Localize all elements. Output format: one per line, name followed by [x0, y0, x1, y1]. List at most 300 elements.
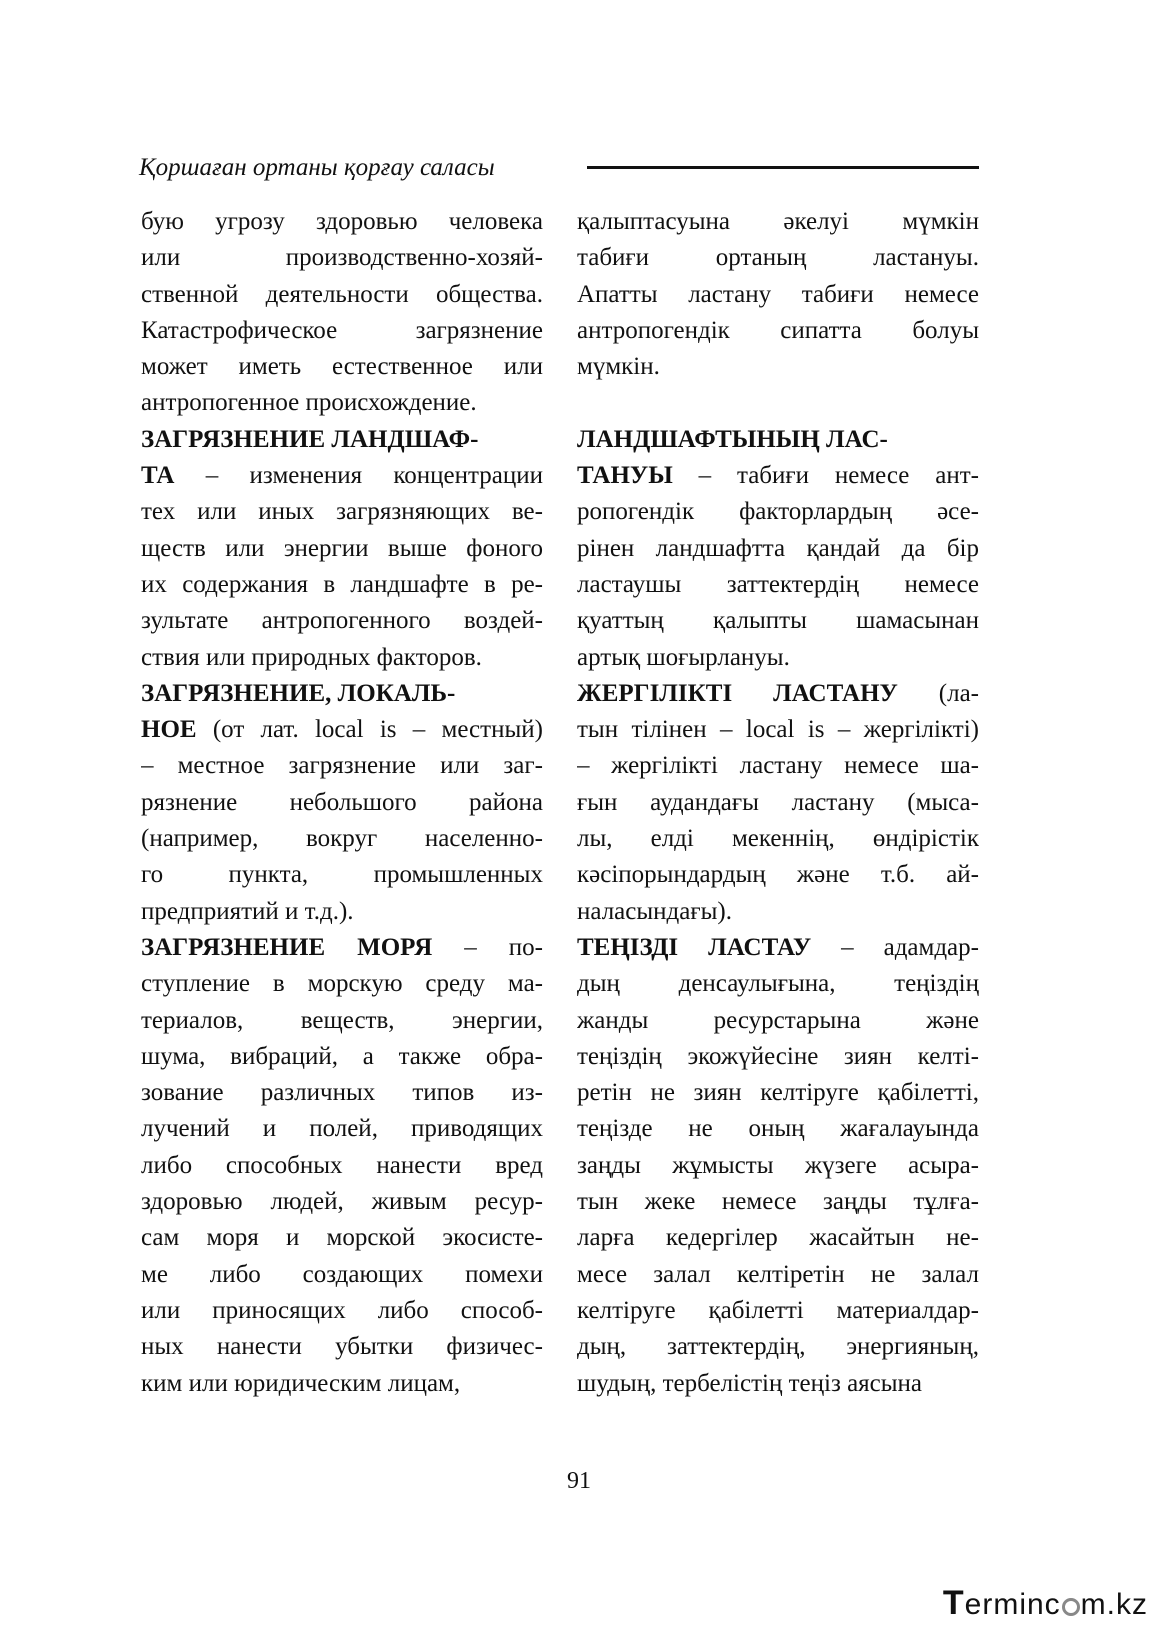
termincom-watermark-logo: [918, 1578, 1148, 1628]
body-word: ландшафтта: [655, 534, 786, 562]
body-word: не-: [946, 1224, 979, 1252]
body-word: өндірістік: [872, 825, 979, 853]
body-word: қандай: [806, 534, 881, 562]
body-word: изменения: [249, 462, 363, 490]
body-word: келтіретін: [736, 1260, 845, 1288]
text-line: [141, 1366, 543, 1402]
body-word: физичес-: [446, 1333, 543, 1361]
body-word: лы,: [577, 825, 613, 853]
body-word: –: [577, 752, 590, 780]
text-line: [577, 531, 979, 567]
text-line: [577, 277, 979, 313]
body-word: ластануы.: [873, 244, 979, 272]
header-rule: [587, 166, 979, 169]
body-word: способных: [225, 1151, 343, 1179]
body-word: промышленных: [373, 861, 543, 889]
body-word: табиғи: [577, 244, 650, 272]
body-word: ларға: [577, 1224, 635, 1252]
term-heading-word: МОРЯ: [357, 933, 433, 961]
body-word: живым: [371, 1188, 447, 1216]
term-heading-word: ЖЕРГІЛІКТІ: [577, 679, 733, 707]
text-line: [141, 422, 543, 458]
body-word: либо: [377, 1296, 429, 1324]
body-word: полей,: [309, 1115, 378, 1143]
body-text: наласындағы).: [577, 897, 732, 925]
body-word: жүзеге: [804, 1151, 877, 1179]
text-line: [577, 785, 979, 821]
text-line: [577, 1184, 979, 1220]
body-word: тын: [577, 716, 619, 744]
body-word: –: [698, 462, 712, 490]
body-word: ме: [141, 1260, 168, 1288]
body-word: тех: [141, 498, 176, 526]
text-line: [577, 676, 979, 712]
body-word: и: [262, 1115, 277, 1143]
body-word: –: [841, 933, 854, 961]
text-line: [141, 458, 543, 494]
text-line: [141, 1329, 543, 1365]
body-word: local: [314, 716, 364, 744]
body-word: және: [796, 861, 850, 889]
body-word: здоровью: [315, 208, 418, 235]
body-word: го: [141, 861, 164, 889]
body-word: –: [205, 462, 219, 490]
body-word: лучений: [141, 1115, 230, 1143]
text-line: [577, 1039, 979, 1075]
text-line: [577, 748, 979, 784]
text-line: [577, 1111, 979, 1147]
body-word: ант-: [935, 462, 979, 490]
body-word: бір: [946, 534, 979, 562]
text-line: [141, 531, 543, 567]
text-line: [141, 857, 543, 893]
body-word: нанести: [216, 1333, 302, 1361]
text-line: [141, 240, 543, 276]
body-word: ластаушы: [577, 570, 682, 598]
body-word: заг-: [503, 752, 543, 780]
body-word: зиян: [843, 1042, 893, 1070]
body-word: заңды: [822, 1188, 887, 1216]
text-line: [141, 313, 543, 349]
text-line: [141, 894, 543, 930]
body-word: ғын: [577, 788, 618, 816]
body-word: немесе: [844, 752, 919, 780]
body-word: пункта,: [228, 861, 309, 889]
body-word: может: [141, 353, 208, 381]
body-word: производственно-хозяй-: [285, 244, 543, 272]
text-line: [577, 422, 979, 458]
body-word: вред: [495, 1151, 543, 1179]
body-word: local: [745, 716, 795, 744]
body-word: жағалауында: [840, 1115, 979, 1143]
body-word: приносящих: [212, 1296, 346, 1324]
body-word: ландшафте: [350, 570, 469, 598]
body-word: адамдар-: [883, 933, 979, 961]
text-line: [141, 930, 543, 966]
body-word: т.б.: [880, 861, 916, 889]
term-heading-word: ТЕҢІЗДІ: [577, 933, 679, 961]
body-word: загрязнение: [415, 316, 543, 344]
body-word: нанести: [376, 1151, 462, 1179]
watermark-letter-t: T: [942, 1584, 965, 1622]
right-column: [577, 204, 979, 1402]
body-word: моря: [206, 1224, 259, 1252]
term-heading: ЗАГРЯЗНЕНИЕ ЛАНДШАФ-: [141, 425, 479, 453]
text-line: [141, 676, 543, 712]
body-word: ных: [141, 1333, 184, 1361]
body-word: по-: [508, 933, 543, 961]
body-word: или: [503, 353, 543, 381]
body-word: болуы: [912, 316, 979, 344]
body-word: фоного: [466, 534, 543, 562]
body-word: и: [285, 1224, 300, 1252]
body-word: залал: [653, 1260, 711, 1288]
body-word: деятельности: [265, 280, 409, 308]
body-word: (от: [212, 716, 245, 744]
body-word: дың: [577, 970, 620, 998]
text-line: [141, 785, 543, 821]
body-word: жеке: [644, 1188, 696, 1216]
body-word: рінен: [577, 534, 635, 562]
body-word: материалдар-: [836, 1296, 979, 1324]
body-word: убытки: [335, 1333, 414, 1361]
body-word: среду: [425, 970, 486, 998]
body-word: қабілетті: [708, 1296, 804, 1324]
body-text: ким или юридическим лицам,: [141, 1369, 461, 1397]
body-word: морскую: [307, 970, 403, 998]
text-line: [577, 1220, 979, 1256]
body-word: ве-: [511, 498, 543, 526]
body-word: немесе: [904, 280, 979, 308]
body-word: жанды: [577, 1006, 649, 1034]
body-word: различных: [260, 1079, 376, 1107]
text-line: [577, 494, 979, 530]
text-line: [577, 966, 979, 1002]
term-heading: ЗАГРЯЗНЕНИЕ, ЛОКАЛЬ-: [141, 679, 456, 707]
body-text: предприятий и т.д.).: [141, 897, 354, 925]
body-word: кәсіпорындардың: [577, 861, 766, 889]
body-word: (например,: [141, 825, 259, 853]
body-word: (ла-: [938, 679, 979, 707]
body-word: типов: [412, 1079, 475, 1107]
body-word: или: [197, 498, 237, 526]
body-word: ственной: [141, 280, 239, 308]
watermark-text-start: erminc: [964, 1588, 1061, 1621]
body-word: а: [362, 1042, 374, 1070]
body-word: тын: [577, 1188, 619, 1216]
body-text: артық шоғырлануы.: [577, 643, 790, 671]
body-word: келтіруге: [760, 1079, 859, 1107]
body-word: теңіздің: [894, 970, 979, 998]
body-word: энергии: [283, 534, 369, 562]
text-line: [577, 204, 979, 240]
text-line: [141, 821, 543, 857]
body-word: немесе: [721, 1188, 797, 1216]
running-header: [139, 150, 979, 186]
body-word: тұлға-: [913, 1188, 979, 1216]
body-word: ресурстарына: [713, 1006, 861, 1034]
body-word: денсаулығына,: [678, 970, 836, 998]
body-word: местный): [441, 716, 543, 744]
text-line: [141, 1184, 543, 1220]
body-word: –: [464, 933, 477, 961]
body-word: приводящих: [410, 1115, 543, 1143]
text-line: [577, 894, 979, 930]
text-line: [141, 204, 543, 240]
text-line: [577, 1293, 979, 1329]
body-word: теңізде: [577, 1115, 653, 1143]
body-word: сам: [141, 1224, 180, 1252]
body-word: ропогендік: [577, 498, 695, 526]
body-word: залал: [921, 1260, 979, 1288]
body-word: в: [323, 570, 336, 598]
body-word: вокруг: [306, 825, 378, 853]
body-word: загрязнение: [288, 752, 416, 780]
body-word: ретін: [577, 1079, 632, 1107]
body-word: способ-: [460, 1296, 543, 1324]
left-column: [141, 204, 543, 1402]
text-line: [577, 313, 979, 349]
body-word: не: [650, 1079, 675, 1107]
body-word: да: [901, 534, 926, 562]
body-word: –: [141, 752, 154, 780]
body-word: людей,: [270, 1188, 344, 1216]
body-word: факторлардың: [739, 498, 893, 526]
body-word: антропогендік: [577, 316, 730, 344]
body-word: ре-: [511, 570, 543, 598]
body-word: угрозу: [215, 208, 285, 235]
body-word: веществ,: [300, 1006, 395, 1034]
body-word: района: [469, 788, 543, 816]
term-heading: ЛАНДШАФТЫНЫҢ ЛАС-: [577, 425, 888, 453]
text-line: [141, 966, 543, 1002]
body-word: иных: [258, 498, 315, 526]
body-word: асыра-: [908, 1151, 979, 1179]
body-text: мүмкін.: [577, 353, 660, 381]
term-heading-word: НОЕ: [141, 716, 197, 744]
text-line: [141, 748, 543, 784]
body-word: либо: [141, 1151, 193, 1179]
body-word: мүмкін: [902, 208, 979, 235]
body-word: заңды: [577, 1151, 641, 1179]
text-line: [577, 640, 979, 676]
page-number: 91: [567, 1468, 591, 1494]
text-line: [577, 458, 979, 494]
text-line: [577, 1366, 979, 1402]
body-word: жасайтын: [809, 1224, 915, 1252]
body-word: обра-: [485, 1042, 543, 1070]
body-word: шамасынан: [856, 607, 979, 635]
watermark-o-circle-icon: [1062, 1598, 1080, 1616]
text-line: [577, 567, 979, 603]
body-word: бую: [141, 208, 184, 235]
body-word: энергияның,: [846, 1333, 979, 1361]
text-line: [577, 349, 979, 385]
body-text: ствия или природных факторов.: [141, 643, 482, 671]
body-word: небольшого: [289, 788, 417, 816]
body-word: Апатты: [577, 280, 658, 308]
text-line: [577, 930, 979, 966]
body-word: шума,: [141, 1042, 206, 1070]
body-word: не: [688, 1115, 713, 1143]
body-word: ществ: [141, 534, 206, 562]
body-word: антропогенного: [261, 607, 431, 635]
body-word: из-: [511, 1079, 543, 1107]
body-word: ластану: [739, 752, 823, 780]
body-word: келтіруге: [577, 1296, 676, 1324]
blank-line: [577, 385, 979, 421]
body-word: Катастрофическое: [141, 316, 338, 344]
term-heading-word: ЗАГРЯЗНЕНИЕ: [141, 933, 326, 961]
body-word: ластану: [791, 788, 875, 816]
body-word: выше: [387, 534, 447, 562]
text-line: [141, 567, 543, 603]
body-word: қалыптасуына: [577, 208, 730, 235]
body-word: месе: [577, 1260, 628, 1288]
term-heading-word: ЛАСТАУ: [708, 933, 812, 961]
body-word: или: [225, 534, 265, 562]
text-line: [141, 1220, 543, 1256]
body-word: экосисте-: [442, 1224, 543, 1252]
body-word: их: [141, 570, 167, 598]
body-word: заттектердің: [726, 570, 860, 598]
body-word: дың,: [577, 1333, 627, 1361]
body-word: табиғи: [801, 280, 874, 308]
body-word: және: [926, 1006, 979, 1034]
running-header-title: Қоршаған ортаны қорғау саласы: [139, 154, 495, 181]
body-word: ай-: [946, 861, 979, 889]
body-word: is: [379, 716, 397, 744]
body-word: лат.: [260, 716, 299, 744]
body-word: загрязняющих: [336, 498, 490, 526]
body-word: оның: [748, 1115, 805, 1143]
text-line: [141, 1039, 543, 1075]
body-word: создающих: [302, 1260, 424, 1288]
body-word: не: [870, 1260, 896, 1288]
text-line: [141, 1293, 543, 1329]
body-word: кедергілер: [665, 1224, 778, 1252]
body-word: териалов,: [141, 1006, 244, 1034]
body-word: экожүйесіне: [687, 1042, 819, 1070]
body-word: is: [807, 716, 825, 744]
body-word: жергілікті: [611, 752, 718, 780]
body-word: в: [272, 970, 285, 998]
body-word: иметь: [238, 353, 302, 381]
text-line: [141, 1111, 543, 1147]
body-word: немесе: [834, 462, 910, 490]
body-word: табиғи: [736, 462, 810, 490]
text-line: [141, 1075, 543, 1111]
text-line: [577, 1257, 979, 1293]
body-text: шудың, тербелістің теңіз аясына: [577, 1369, 923, 1397]
body-word: также: [398, 1042, 462, 1070]
body-word: морской: [326, 1224, 416, 1252]
body-word: здоровью: [141, 1188, 243, 1216]
body-word: или: [141, 244, 181, 272]
body-word: әкелуі: [783, 208, 849, 235]
text-line: [141, 1003, 543, 1039]
body-word: в: [483, 570, 496, 598]
body-word: әсе-: [937, 498, 979, 526]
body-word: помехи: [465, 1260, 543, 1288]
body-word: энергии,: [452, 1006, 543, 1034]
body-word: тілінен: [631, 716, 707, 744]
body-word: зование: [141, 1079, 224, 1107]
body-word: қабілетті,: [877, 1079, 979, 1107]
text-line: [141, 385, 543, 421]
text-line: [577, 1148, 979, 1184]
text-line: [141, 1148, 543, 1184]
body-word: зиян: [693, 1079, 742, 1107]
text-line: [141, 712, 543, 748]
body-word: –: [412, 716, 426, 744]
body-word: населенно-: [424, 825, 543, 853]
body-word: ма-: [507, 970, 543, 998]
text-line: [141, 349, 543, 385]
text-line: [141, 640, 543, 676]
text-line: [141, 494, 543, 530]
body-word: келті-: [917, 1042, 979, 1070]
body-word: қуаттың: [577, 607, 664, 635]
body-word: либо: [209, 1260, 261, 1288]
body-word: –: [720, 716, 733, 744]
body-word: ступление: [141, 970, 250, 998]
body-word: мекеннің,: [731, 825, 835, 853]
body-word: или: [440, 752, 480, 780]
text-line: [141, 1257, 543, 1293]
text-line: [577, 712, 979, 748]
body-word: теңіздің: [577, 1042, 662, 1070]
body-word: аудандағы: [650, 788, 759, 816]
term-heading-word: ТАНУЫ: [577, 462, 673, 490]
body-word: естественное: [331, 353, 473, 381]
body-word: ортаның: [715, 244, 807, 272]
body-word: вибраций,: [230, 1042, 339, 1070]
text-line: [577, 821, 979, 857]
body-word: воздей-: [463, 607, 543, 635]
body-word: жергілікті): [863, 716, 979, 744]
body-word: или: [141, 1296, 181, 1324]
body-word: ша-: [940, 752, 979, 780]
watermark-text-end: m.kz: [1080, 1588, 1148, 1621]
body-word: заттектердің,: [666, 1333, 806, 1361]
body-word: зультате: [141, 607, 229, 635]
body-word: концентрации: [393, 462, 543, 490]
text-line: [577, 603, 979, 639]
body-text: антропогенное происхождение.: [141, 389, 477, 417]
text-line: [141, 277, 543, 313]
body-word: жұмысты: [672, 1151, 774, 1179]
body-word: общества.: [435, 280, 543, 308]
text-line: [577, 240, 979, 276]
body-word: местное: [177, 752, 265, 780]
body-word: ластану: [688, 280, 772, 308]
body-word: елді: [650, 825, 694, 853]
body-word: ресур-: [474, 1188, 543, 1216]
body-word: человека: [448, 208, 543, 235]
text-line: [577, 1329, 979, 1365]
text-line: [577, 1003, 979, 1039]
body-word: содержания: [182, 570, 309, 598]
body-word: –: [837, 716, 851, 744]
text-line: [577, 857, 979, 893]
text-line: [141, 603, 543, 639]
body-word: немесе: [904, 570, 979, 598]
body-word: қалыпты: [713, 607, 807, 635]
term-heading-word: ТА: [141, 462, 175, 490]
text-line: [577, 1075, 979, 1111]
body-word: рязнение: [141, 788, 238, 816]
